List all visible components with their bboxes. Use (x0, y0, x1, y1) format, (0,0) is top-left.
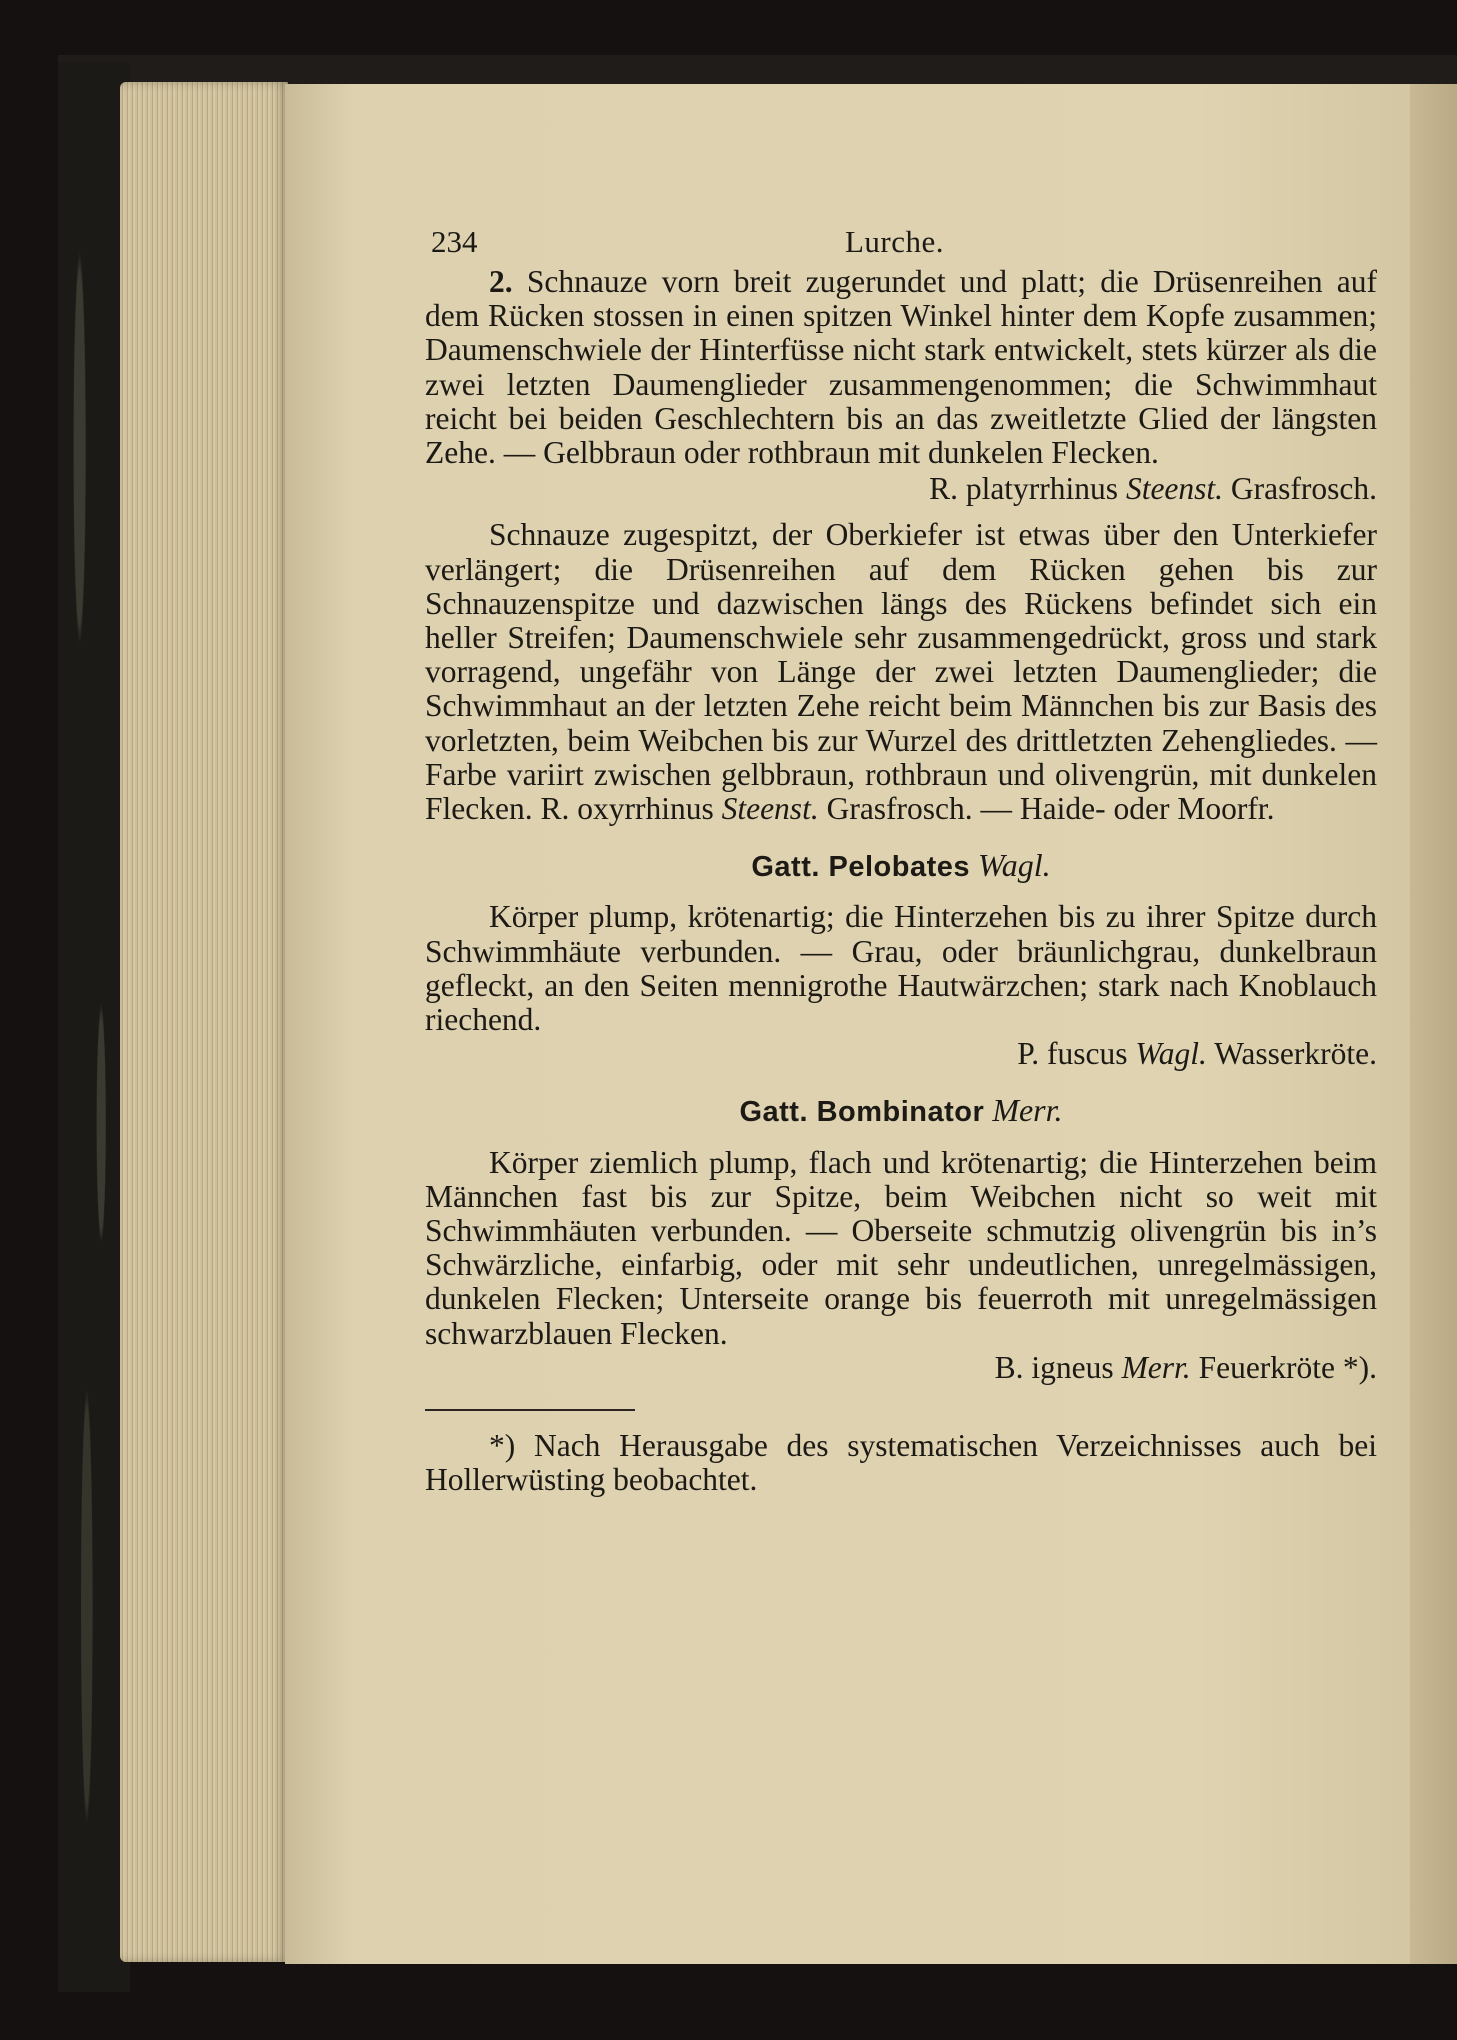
genus-label: Gatt. Pelobates (751, 851, 970, 884)
species-common-name: Feuerkröte *). (1198, 1349, 1377, 1385)
paragraph-text: Schnauze zugespitzt, der Oberkiefer ist etwas über den Unterkiefer verlängert; die Drüsenreihen auf dem Rücken gehen bis zur Schnauzenspitze und dazwischen längs des Rückens befindet sich ein heller Streifen; Daumenschwiele sehr zusammengedrückt, gross und stark vorragend, ungefähr von Länge der zwei letzten Daumenglieder; die Schwimmhaut an der letzten Zehe reicht beim Männchen bis zur Basis des vorletzten, beim Weibchen bis zur Wurzel des drittletzten Zehengliedes. — Farbe variirt zwischen gelbbraun, rothbraun und olivengrün, mit dunkelen Flecken. (425, 517, 1377, 827)
page-header (425, 215, 1377, 265)
page-number: 234 (431, 224, 478, 259)
genus-heading-bombinator (425, 1093, 1377, 1129)
genus-author: Merr. (992, 1092, 1063, 1129)
species-author: Steenst. (1125, 471, 1224, 507)
species-line-platyrrhinus (425, 472, 1377, 506)
page-text-block (425, 215, 1377, 1498)
species-line-fuscus (425, 1037, 1377, 1071)
species-common-name: Grasfrosch. — Haide- oder Moorfr. (826, 791, 1275, 827)
running-head: Lurche. (845, 224, 945, 259)
genus-label: Gatt. Bombinator (739, 1096, 985, 1129)
species-name: R. platyrrhinus (929, 471, 1119, 507)
footnote-rule (425, 1409, 635, 1411)
species-name: B. igneus (994, 1349, 1114, 1385)
species-line-igneus (425, 1351, 1377, 1385)
footnote: *) Nach Herausgabe des systematischen Verzeichnisses auch bei Hollerwüsting beobachtet. (425, 1428, 1377, 1498)
species-author: Wagl. (1135, 1036, 1207, 1072)
genus-heading-pelobates (425, 848, 1377, 884)
paragraph-platyrrhinus (425, 265, 1377, 470)
species-name: P. fuscus (1017, 1036, 1128, 1072)
species-author: Steenst. (721, 791, 819, 827)
species-common-name: Grasfrosch. (1230, 471, 1377, 507)
paragraph-bombinator (425, 1146, 1377, 1351)
genus-author: Wagl. (978, 847, 1051, 884)
paragraph-pelobates (425, 900, 1377, 1037)
paragraph-text: Körper plump, krötenartig; die Hinterzehen bis zu ihrer Spitze durch Schwimmhäute verbunden. — Grau, oder bräunlichgrau, dunkelbraun gefleckt, an den Seiten mennigrothe Hautwärzchen; stark nach Knoblauch riechend. (425, 899, 1377, 1038)
item-marker: 2. (489, 264, 513, 299)
page-gutter-shadow (1410, 84, 1457, 1964)
paragraph-oxyrrhinus (425, 518, 1377, 826)
paragraph-text: Körper ziemlich plump, flach und krötenartig; die Hinterzehen beim Männchen fast bis zur Spitze, beim Weibchen nicht so weit mit Schwimmhäuten verbunden. — Oberseite schmutzig olivengrün bis in’s Schwärzliche, einfarbig, oder mit sehr undeutlichen, unregelmässigen, dunkelen Flecken; Unterseite orange bis feuerroth mit unregelmässigen schwarzblauen Flecken. (425, 1144, 1377, 1351)
species-author: Merr. (1121, 1349, 1191, 1385)
species-name: R. oxyrrhinus (540, 791, 714, 827)
species-common-name: Wasserkröte. (1214, 1036, 1377, 1072)
paragraph-text: Schnauze vorn breit zugerundet und platt; die Drüsenreihen auf dem Rücken stossen in einen spitzen Winkel hinter dem Kopfe zusammen; Daumenschwiele der Hinterfüsse nicht stark entwickelt, stets kürzer als die zwei letzten Daumenglieder zusammengenommen; die Schwimmhaut reicht bei beiden Geschlechtern bis an das zweitletzte Glied der längsten Zehe. — Gelbbraun oder rothbraun mit dunkelen Flecken. (425, 264, 1378, 471)
book-top-edge (58, 55, 1457, 85)
page-edges (120, 82, 288, 1962)
